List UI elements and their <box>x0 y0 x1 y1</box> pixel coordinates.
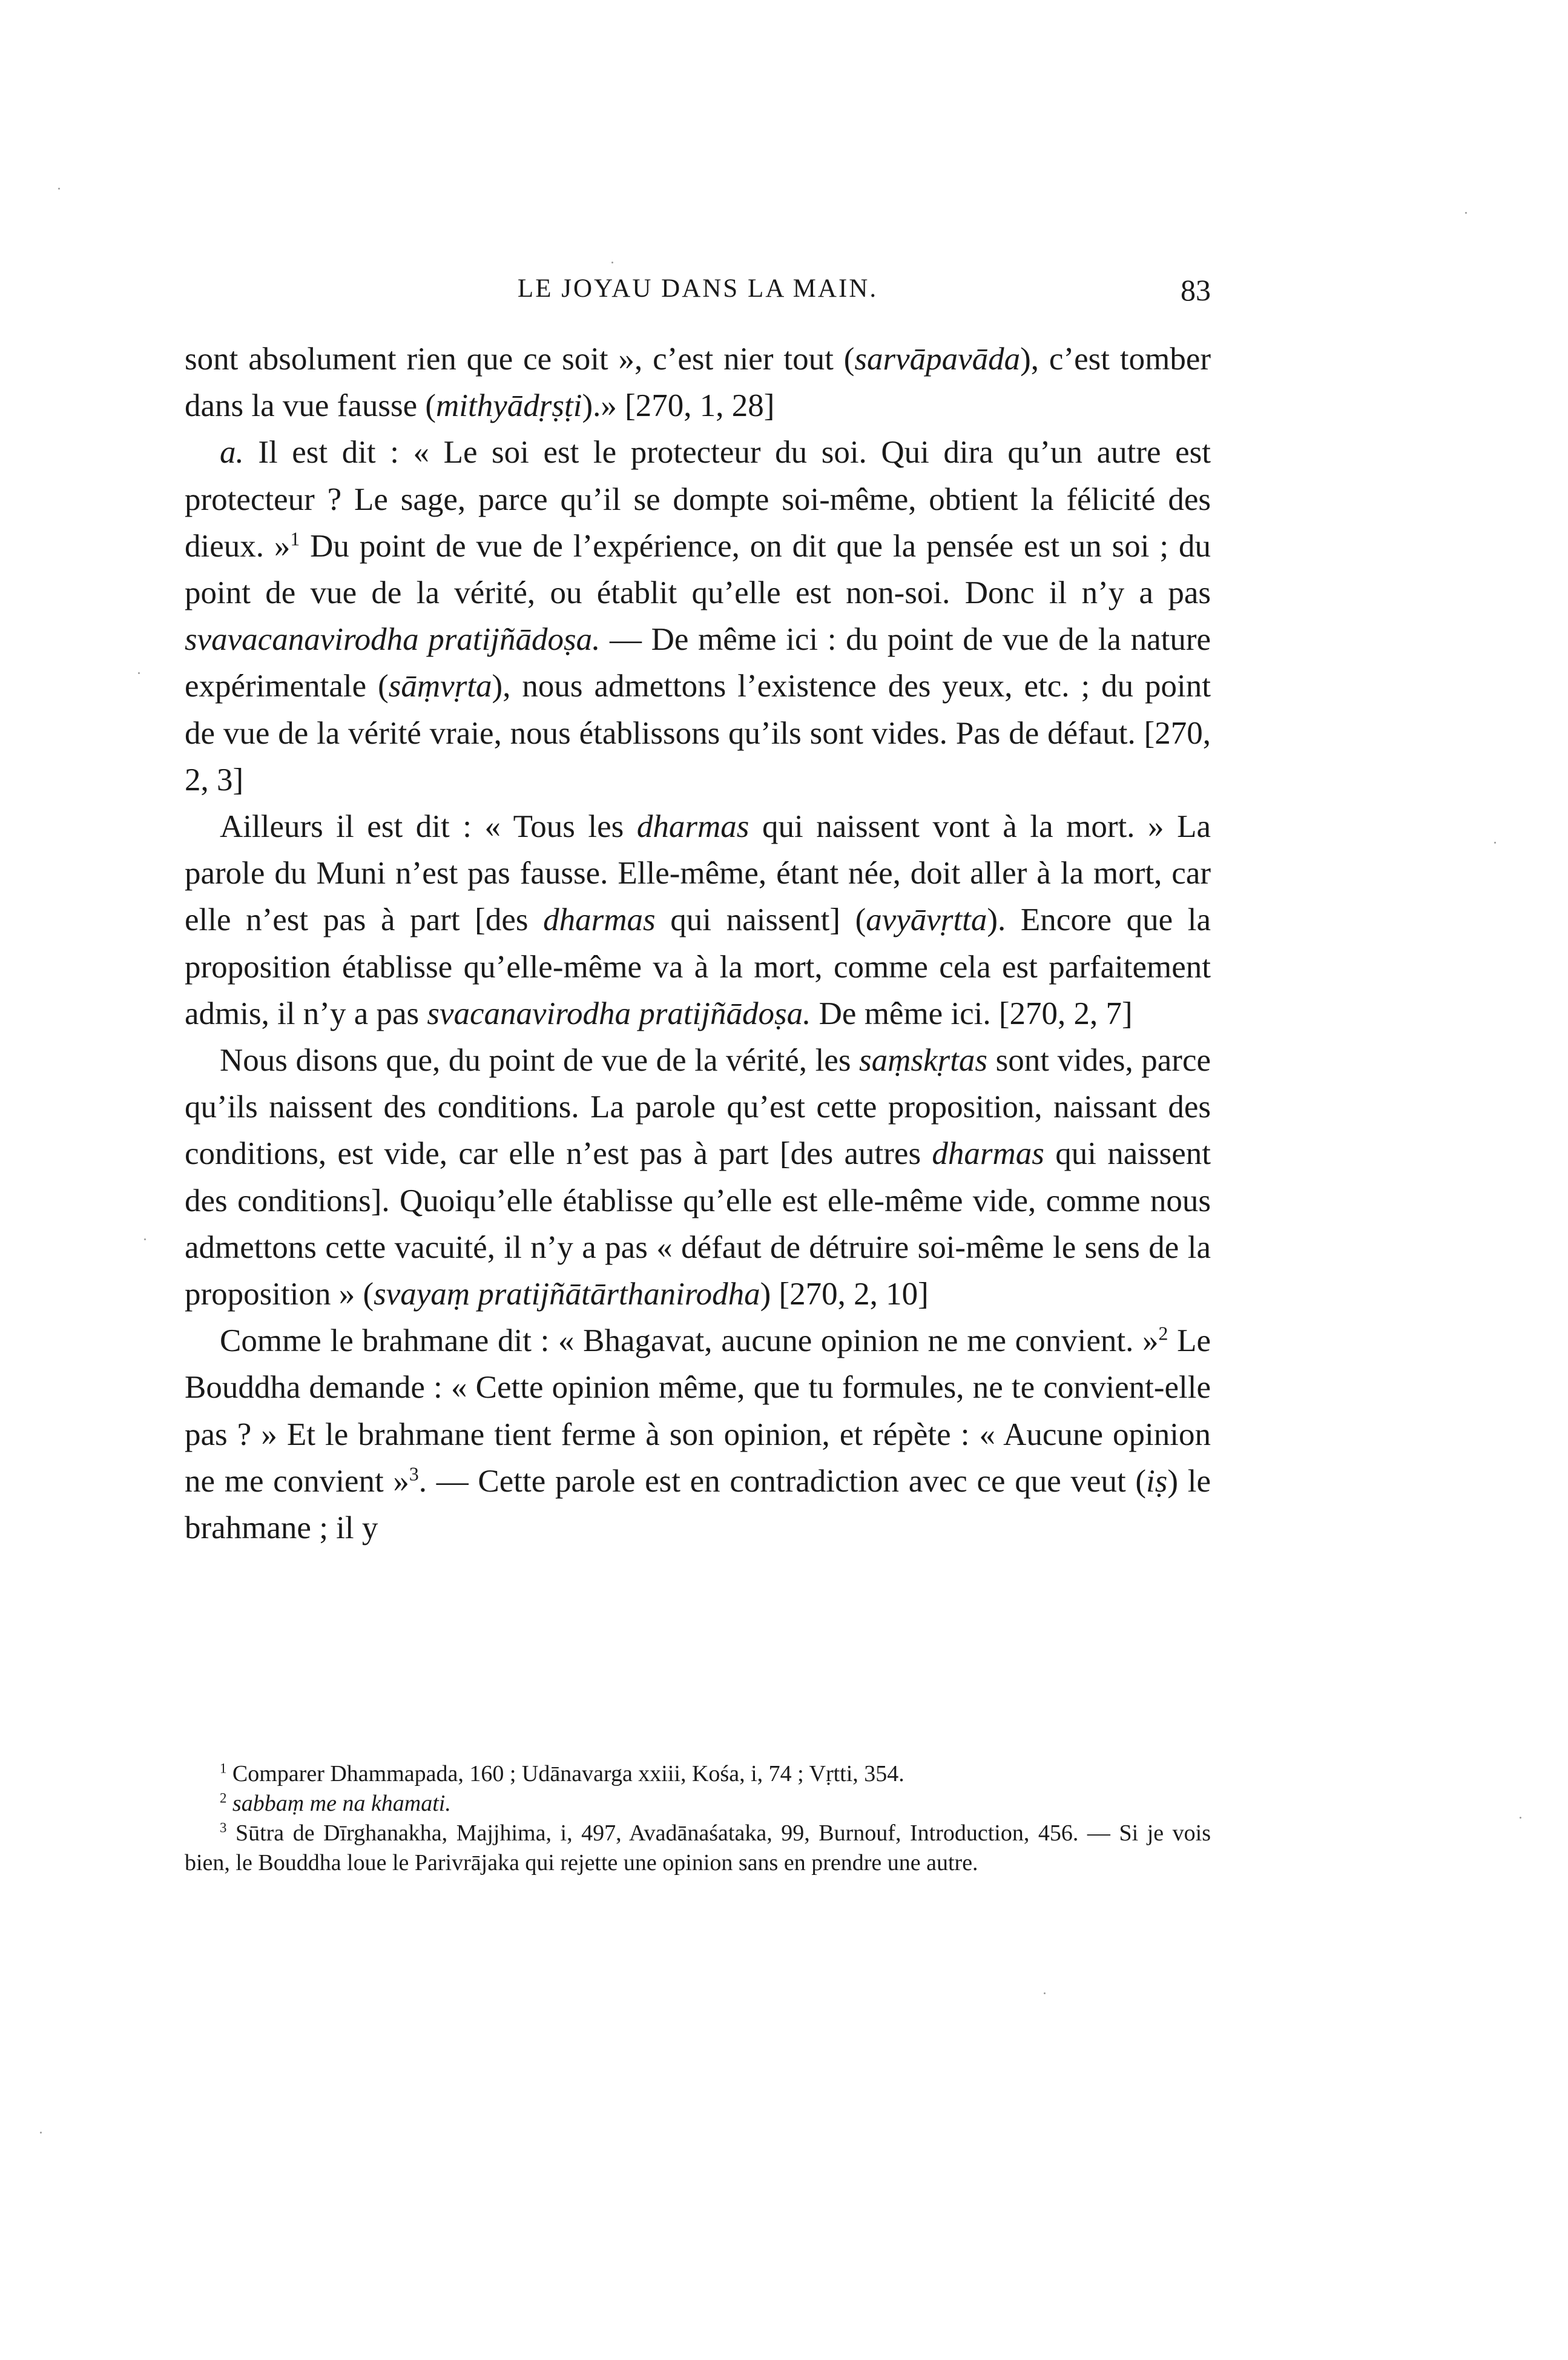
scan-speck <box>1494 842 1496 844</box>
text-run: Le Bouddha demande : « Cette opinion même, que tu formules, ne te convient-elle pas ? » Et le brahmane tient ferme à son opinion, et répète : « Aucune opinion ne me convient » <box>185 1323 1211 1499</box>
paragraph <box>185 336 1211 429</box>
footnote <box>185 1759 1211 1789</box>
scan-speck <box>1520 1817 1521 1819</box>
italic-term: saṃskṛtas <box>859 1043 988 1079</box>
italic-term: mithyādṛṣṭi <box>436 388 582 424</box>
text-run: ) le brahmane ; il y <box>185 1463 1211 1546</box>
paragraph <box>185 1318 1211 1552</box>
text-run: sont vides, parce qu’ils naissent des conditions. La parole qu’est cette proposition, naissant des conditions, est vide, car elle n’est pas à part [des autres <box>185 1043 1211 1172</box>
text-run: sont absolument rien que ce soit », c’est nier tout ( <box>185 342 855 377</box>
italic-term: a. <box>220 435 244 471</box>
footnote <box>185 1789 1211 1819</box>
footnote-marker: 3 <box>409 1463 419 1485</box>
footnote-marker: 3 <box>220 1820 227 1836</box>
text-run: Sūtra de Dīrghanakha, Majjhima, i, 497, Avadānaśataka, 99, Burnouf, Introduction, 456. — Si je vois bien, le Bouddha loue le Parivrājaka qui rejette une opinion sans en prendre une autre. <box>185 1820 1211 1876</box>
italic-term: svavacanavirodha pratijñādoṣa. <box>185 622 601 658</box>
text-run: De même ici. [270, 2, 7] <box>811 996 1133 1031</box>
text-run: ), c’est tomber dans la vue fausse ( <box>185 342 1211 424</box>
paragraph <box>185 1037 1211 1318</box>
scan-speck <box>1044 1992 1046 1994</box>
paragraph <box>185 804 1211 1037</box>
text-run: Du point de vue de l’expérience, on dit que la pensée est un soi ; du point de vue de la vérité, ou établit qu’elle est non-soi. Donc il n’y a pas <box>185 528 1211 611</box>
text-run: Ailleurs il est dit : « Tous les <box>220 809 637 845</box>
text-run: ), nous admettons l’existence des yeux, etc. ; du point de vue de la vérité vraie, nous établissons qu’ils sont vides. Pas de défaut. [270, 2, 3] <box>185 669 1211 798</box>
italic-term: svayaṃ pratijñātārthanirodha <box>374 1277 760 1312</box>
italic-term: dharmas <box>543 902 656 938</box>
scan-speck <box>1465 212 1467 214</box>
scan-speck <box>58 188 60 190</box>
italic-term: dharmas <box>932 1136 1044 1172</box>
text-run: Il est dit : « Le soi est le protecteur du soi. Qui dira qu’un autre est protecteur ? Le sage, parce qu’il se dompte soi-même, obtient la félicité des dieux. » <box>185 435 1211 564</box>
text-run: ) [270, 2, 10] <box>760 1277 929 1312</box>
italic-term: iṣ <box>1146 1463 1168 1499</box>
text-run: — De même ici : du point de vue de la nature expérimentale ( <box>185 622 1211 704</box>
footnote-marker: 2 <box>220 1790 227 1806</box>
text-run: qui naissent] ( <box>655 902 866 938</box>
text-run: . — Cette parole est en contradiction avec ce que veut ( <box>418 1463 1147 1499</box>
italic-term: svacanavirodha pratijñādoṣa. <box>427 996 811 1031</box>
italic-term: sarvāpavāda <box>854 342 1021 377</box>
italic-term: avyāvṛtta <box>866 902 987 938</box>
paragraph <box>185 429 1211 804</box>
body-text <box>185 336 1211 1552</box>
running-head <box>185 268 1211 316</box>
page-number: 83 <box>1181 273 1211 307</box>
scan-speck <box>40 2132 42 2134</box>
scan-speck <box>144 1238 146 1240</box>
footnote <box>185 1819 1211 1878</box>
text-run: Comme le brahmane dit : « Bhagavat, aucune opinion ne me convient. » <box>220 1323 1159 1359</box>
text-run: Nous disons que, du point de vue de la vérité, les <box>220 1043 860 1079</box>
text-run: qui naissent des conditions]. Quoiqu’elle établisse qu’elle est elle-même vide, comme nous admettons cette vacuité, il n’y a pas « défaut de détruire soi-même le sens de la proposition » ( <box>185 1136 1211 1312</box>
scan-speck <box>611 262 613 263</box>
text-run: ). Encore que la proposition établisse qu’elle-même va à la mort, comme cela est parfaitement admis, il n’y a pas <box>185 902 1211 1031</box>
italic-term: sāṃvṛta <box>388 669 492 704</box>
text-run: ).» [270, 1, 28] <box>582 388 775 424</box>
text-run <box>226 1791 232 1816</box>
footnote-marker: 2 <box>1158 1323 1168 1344</box>
text-run: qui naissent vont à la mort. » La parole du Muni n’est pas fausse. Elle-même, étant née, doit aller à la mort, car elle n’est pas à part [des <box>185 809 1211 938</box>
footnote-marker: 1 <box>220 1760 227 1776</box>
italic-term: dharmas <box>636 809 749 845</box>
footnote-marker: 1 <box>290 528 300 550</box>
scan-speck <box>138 672 140 674</box>
footnotes <box>185 1759 1211 1878</box>
running-title: LE JOYAU DANS LA MAIN. <box>517 274 878 303</box>
text-run: Comparer Dhammapada, 160 ; Udānavarga xxiii, Kośa, i, 74 ; Vṛtti, 354. <box>226 1761 904 1787</box>
italic-term: sabbaṃ me na khamati. <box>232 1791 451 1816</box>
